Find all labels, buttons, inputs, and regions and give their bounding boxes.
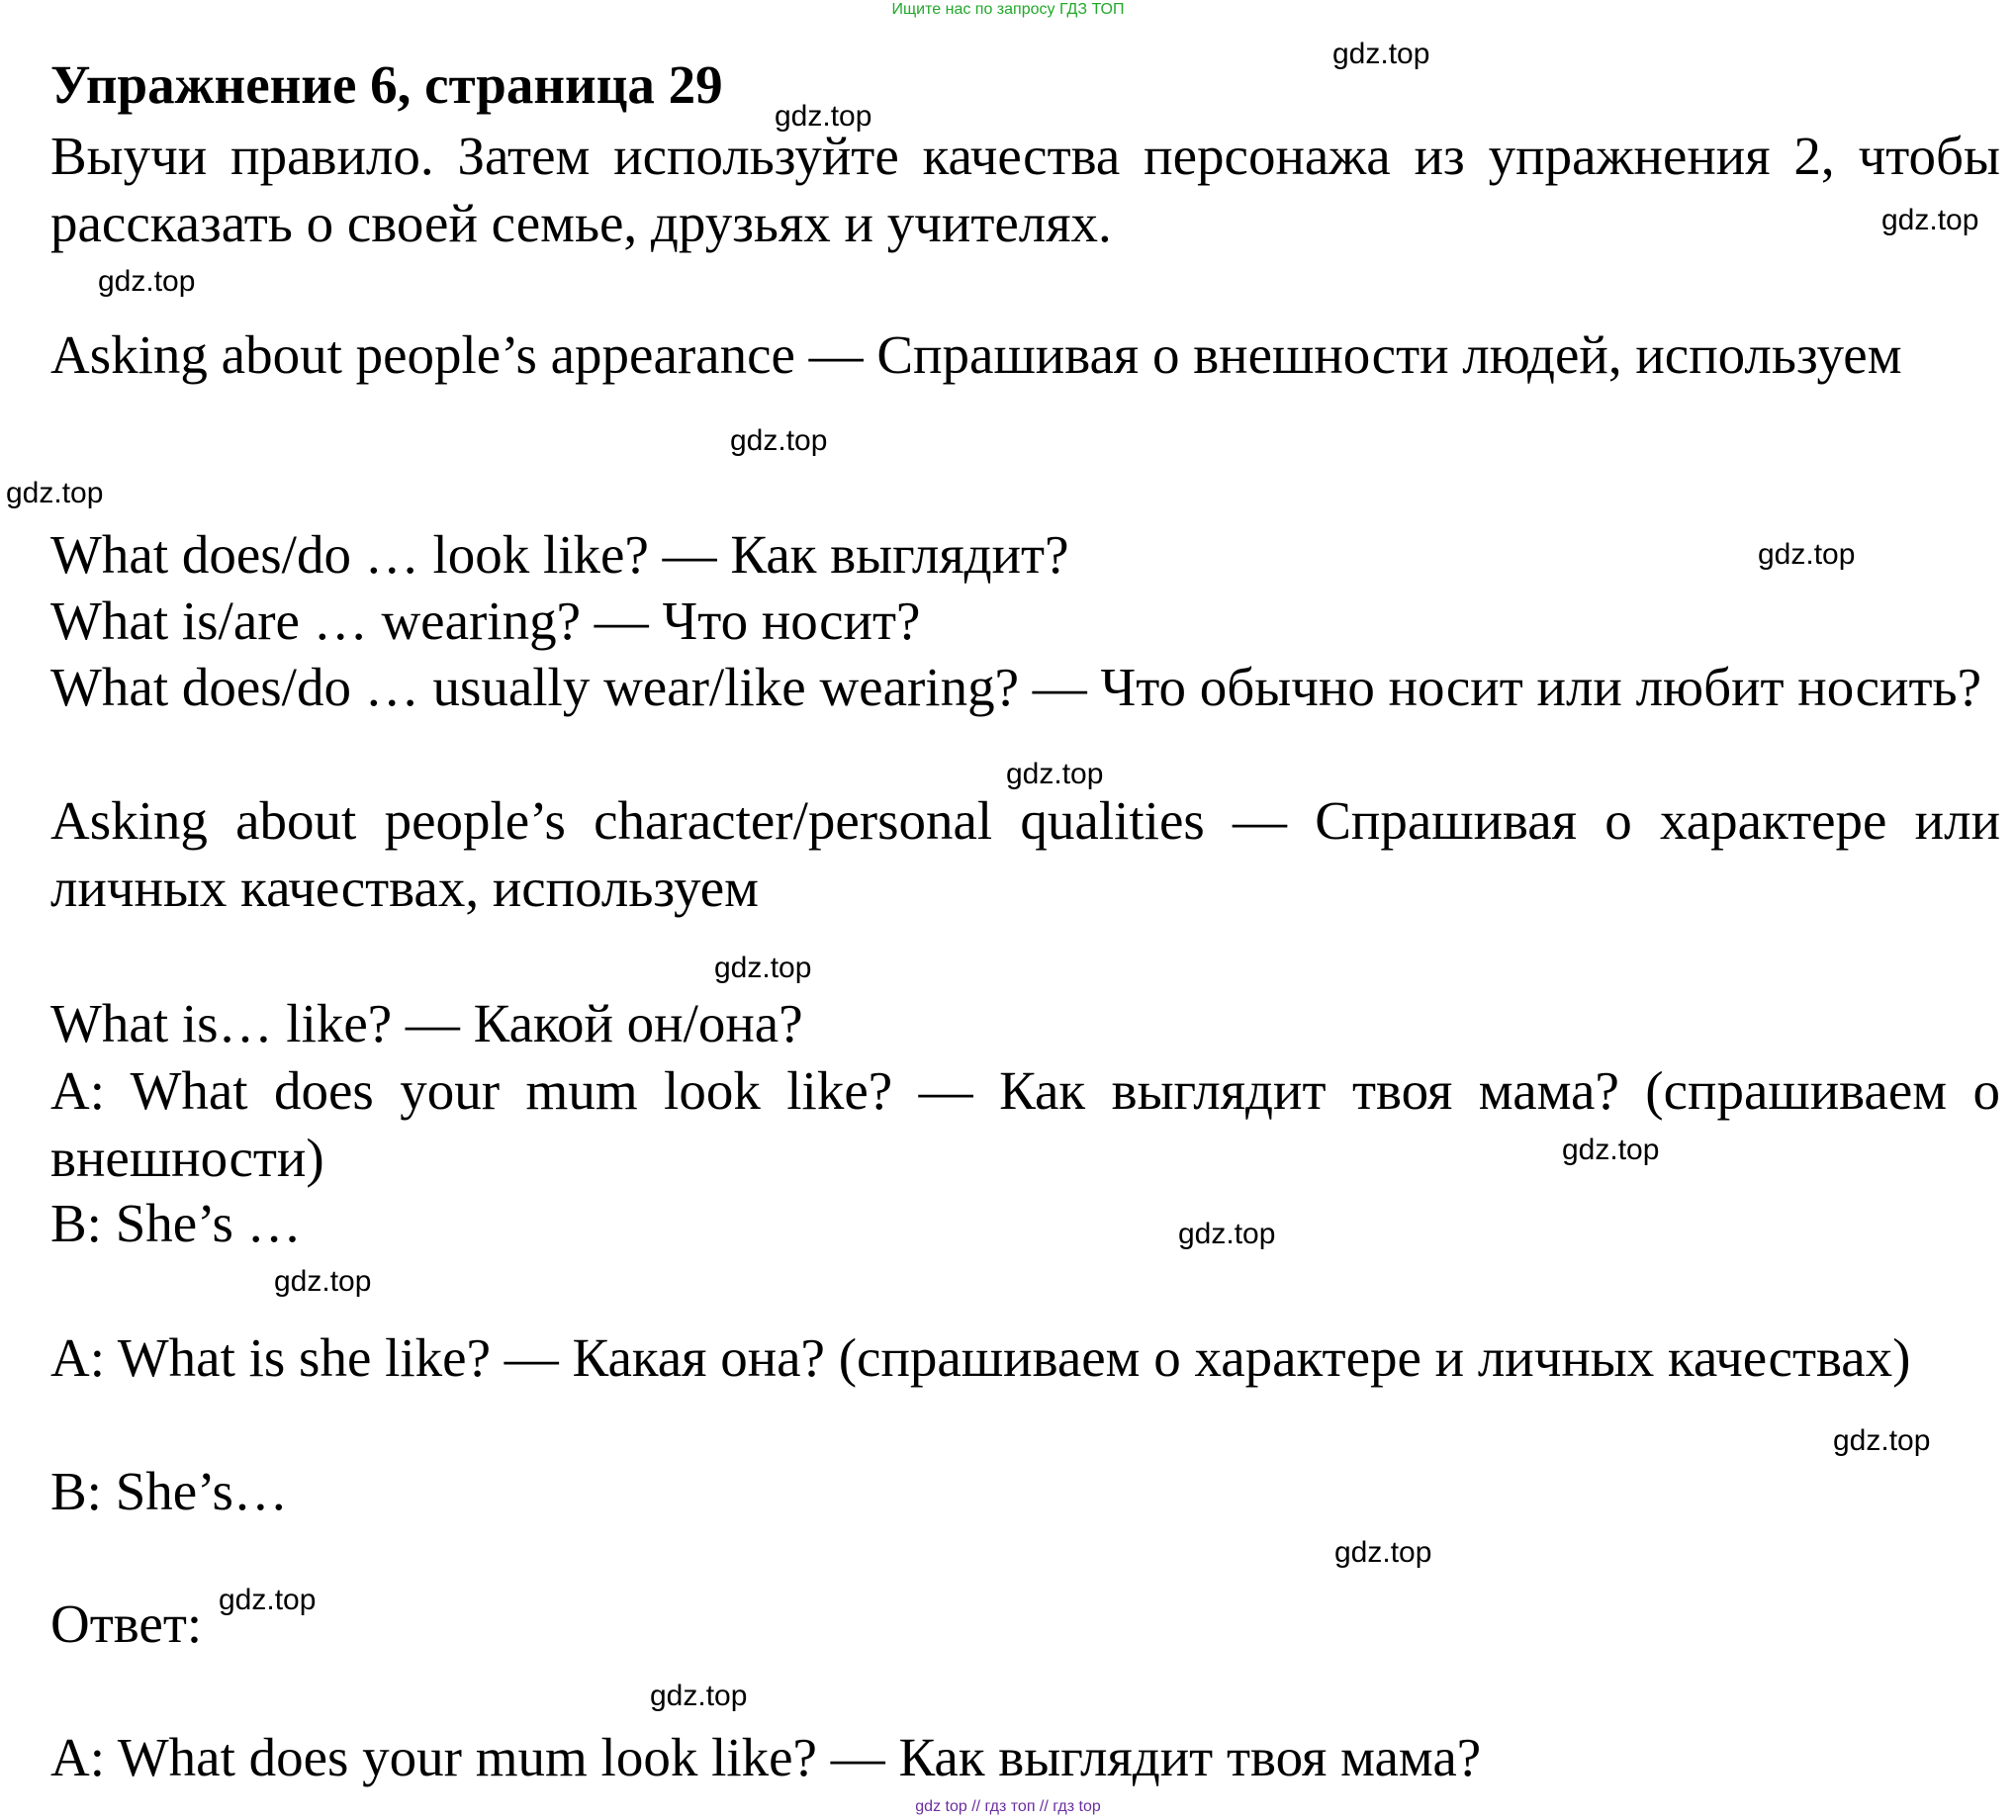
watermark: gdz.top [1178,1218,1276,1250]
question-look-like: What does/do … look like? — Как выглядит? [50,524,1069,585]
watermark: gdz.top [1334,1536,1432,1569]
task-text: Выучи правило. Затем используйте качества персонажа из упражнения 2, чтобы рассказать о своей семье, друзьях и учителях. [50,126,2000,253]
question-usually-wear: What does/do … usually wear/like wearing? — Что обычно носит или любит носить? [50,657,1981,717]
appearance-heading: Asking about people’s appearance — Спрашивая о внешности людей, используем [50,324,1902,385]
watermark: gdz.top [1758,538,1856,571]
character-heading: Asking about people’s character/personal qualities — Спрашивая о характере или личных качествах, используем [50,790,2000,918]
question-what-like: What is… like? — Какой он/она? [50,993,803,1053]
watermark: gdz.top [219,1584,317,1616]
watermark: gdz.top [1833,1424,1931,1457]
watermark: gdz.top [1562,1134,1660,1166]
answer-line: A: What does your mum look like? — Как выглядит твоя мама? [50,1727,1482,1787]
watermark: gdz.top [730,424,828,457]
footer-text: gdz top // гдз топ // гдз top [915,1798,1101,1815]
answer-label: Ответ: [50,1593,203,1654]
watermark: gdz.top [714,952,812,984]
question-wearing: What is/are … wearing? — Что носит? [50,591,921,651]
watermark: gdz.top [1332,38,1430,70]
watermark: gdz.top [98,265,196,298]
watermark: gdz.top [775,100,872,133]
watermark: gdz.top [1881,204,1979,236]
example2-answer: B: She’s… [50,1461,288,1521]
watermark: gdz.top [650,1680,748,1712]
watermark: gdz.top [6,477,104,509]
example1-question: A: What does your mum look like? — Как выглядит твоя мама? (спрашиваем о внешности) [50,1060,2000,1188]
watermark: gdz.top [274,1265,372,1298]
example1-answer: B: She’s … [50,1193,302,1253]
example2-question: A: What is she like? — Какая она? (спрашиваем о характере и личных качествах) [50,1327,1911,1388]
exercise-title: Упражнение 6, страница 29 [50,54,723,115]
watermark: gdz.top [1006,758,1104,790]
top-banner: Ищите нас по запросу ГДЗ ТОП [891,1,1125,18]
